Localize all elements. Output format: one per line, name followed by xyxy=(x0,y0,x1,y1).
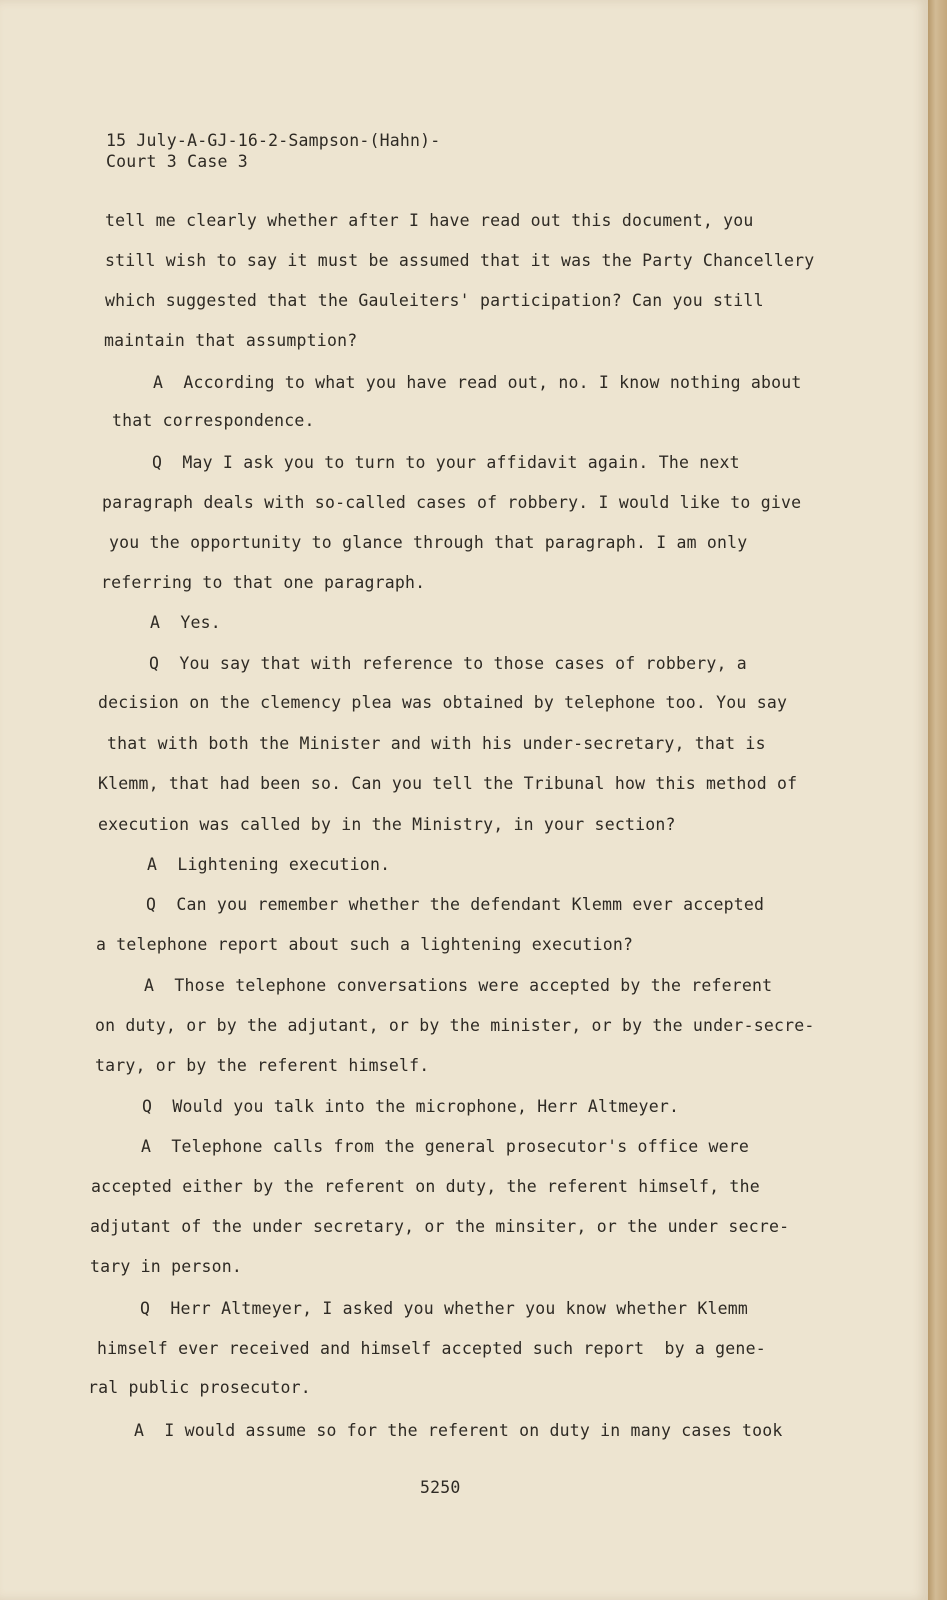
body-line: tary in person. xyxy=(90,1257,243,1276)
question-line: Q May I ask you to turn to your affidavit again. The next xyxy=(152,453,740,472)
question-line: Q You say that with reference to those cases of robbery, a xyxy=(149,654,747,673)
body-line: decision on the clemency plea was obtained by telephone too. You say xyxy=(98,693,788,712)
header-line-2: Court 3 Case 3 xyxy=(106,152,248,171)
body-line: referring to that one paragraph. xyxy=(101,573,426,592)
question-line: Q Herr Altmeyer, I asked you whether you know whether Klemm xyxy=(140,1299,749,1318)
page-edge xyxy=(928,0,947,1600)
body-line: tell me clearly whether after I have read out this document, you xyxy=(105,211,754,230)
question-line: Q Can you remember whether the defendant Klemm ever accepted xyxy=(146,895,765,914)
document-header xyxy=(106,130,440,172)
body-line: that correspondence. xyxy=(112,411,315,430)
body-line: execution was called by in the Ministry, in your section? xyxy=(98,815,676,834)
body-line: accepted either by the referent on duty, the referent himself, the xyxy=(91,1177,760,1196)
question-line: Q Would you talk into the microphone, Herr Altmeyer. xyxy=(142,1097,680,1116)
body-line: still wish to say it must be assumed that it was the Party Chancellery xyxy=(105,251,815,270)
answer-line: A I would assume so for the referent on duty in many cases took xyxy=(134,1421,783,1440)
body-line: a telephone report about such a lightening execution? xyxy=(96,935,634,954)
header-line-1: 15 July-A-GJ-16-2-Sampson-(Hahn)- xyxy=(106,131,441,150)
answer-line: A According to what you have read out, no. I know nothing about xyxy=(153,373,802,392)
body-line: that with both the Minister and with his under-secretary, that is xyxy=(107,734,766,753)
body-line: maintain that assumption? xyxy=(104,331,358,350)
body-line: himself ever received and himself accepted such report by a gene- xyxy=(97,1339,766,1358)
body-line: tary, or by the referent himself. xyxy=(95,1056,430,1075)
answer-line: A Yes. xyxy=(150,613,221,632)
body-line: which suggested that the Gauleiters' participation? Can you still xyxy=(105,291,764,310)
page-number: 5250 xyxy=(420,1478,461,1497)
answer-line: A Telephone calls from the general prosecutor's office were xyxy=(141,1137,750,1156)
body-line: paragraph deals with so-called cases of robbery. I would like to give xyxy=(102,493,802,512)
body-line: adjutant of the under secretary, or the minsiter, or the under secre- xyxy=(90,1217,790,1236)
answer-line: A Those telephone conversations were accepted by the referent xyxy=(144,976,773,995)
answer-line: A Lightening execution. xyxy=(147,855,391,874)
body-line: ral public prosecutor. xyxy=(88,1378,311,1397)
body-line: you the opportunity to glance through that paragraph. I am only xyxy=(109,533,748,552)
body-line: on duty, or by the adjutant, or by the minister, or by the under-secre- xyxy=(95,1016,815,1035)
body-line: Klemm, that had been so. Can you tell the Tribunal how this method of xyxy=(98,774,798,793)
